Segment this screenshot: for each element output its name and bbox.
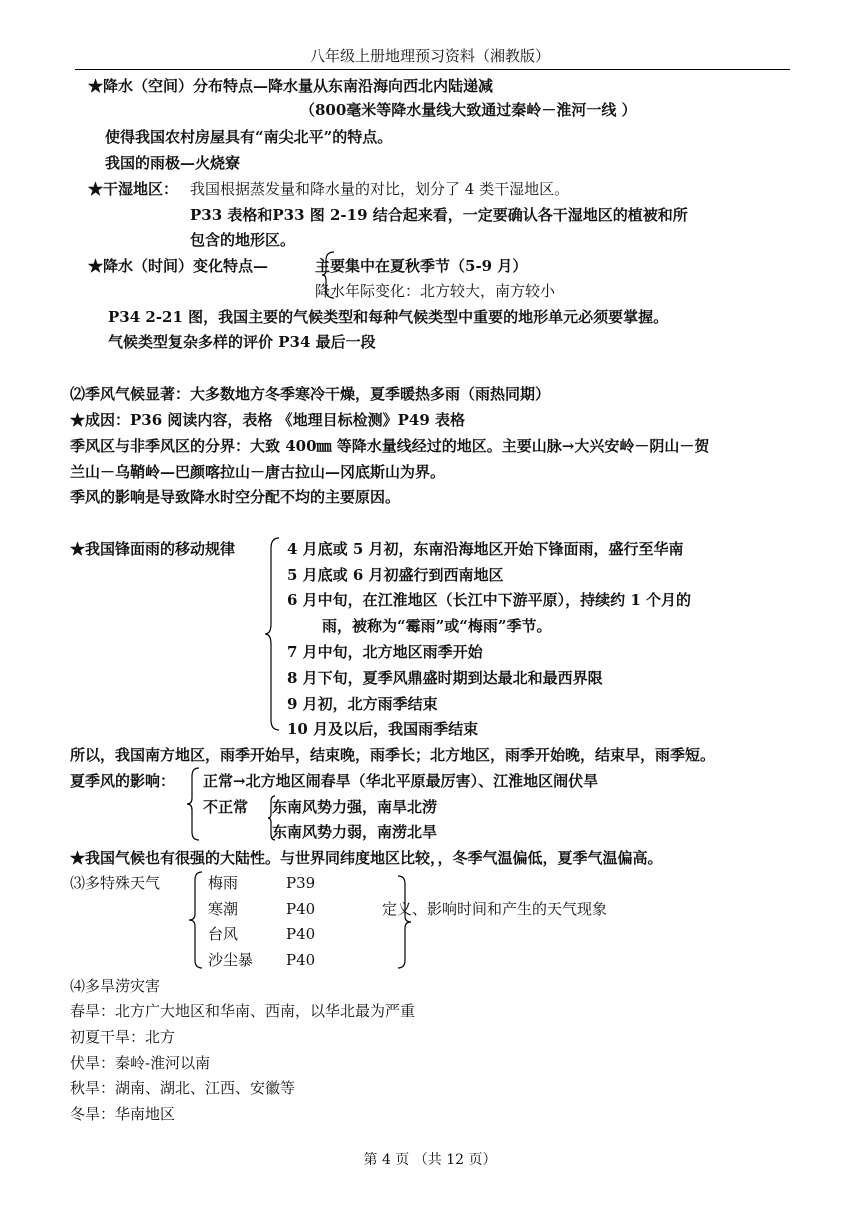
dry-wet-label: ★干湿地区： [88,180,179,198]
climate-eval-line: 气候类型复杂多样的评价 P34 最后一段 [108,333,376,351]
frontal-rain-item: 7 月中旬，北方地区雨季开始 [287,643,483,661]
house-roof-line: 使得我国农村房屋具有“南尖北平”的特点。 [105,128,393,146]
drought-item: 春旱：北方广大地区和华南、西南，以华北最为严重 [70,1002,416,1020]
drought-flood-heading: ⑷多旱涝灾害 [70,977,161,995]
monsoon-cause-line: ★成因：P36 阅读内容，表格 《地理目标检测》P49 表格 [70,411,465,429]
drought-item: 初夏干旱：北方 [70,1028,176,1046]
page-footer: 第 4 页 （共 12 页） [363,1152,497,1168]
weather-item-page: P39 [286,874,316,892]
dry-wet-ref-line: P33 表格和P33 图 2-19 结合起来看，一定要确认各干湿地区的植被和所 [190,206,688,224]
summer-monsoon-strong: 东南风势力强，南旱北涝 [272,798,438,816]
frontal-rain-item: 4 月底或 5 月初，东南沿海地区开始下锋面雨，盛行至华南 [287,540,684,558]
weather-right-brace-icon [396,874,412,970]
weather-item-name: 梅雨 [208,874,239,892]
rainy-season-summary: 所以，我国南方地区，雨季开始早，结束晚，雨季长；北方地区，雨季开始晚，结束早，雨季短。 [70,746,716,764]
climate-type-line: P34 2-21 图，我国主要的气候类型和每种气候类型中重要的地形单元必须要掌握。 [108,308,669,326]
special-weather-heading: ⑶多特殊天气 [70,874,161,892]
monsoon-boundary-line: 季风区与非季风区的分界：大致 400㎜ 等降水量线经过的地区。主要山脉→大兴安岭－阴山－贺 [70,437,710,455]
weather-item-page: P40 [286,925,316,943]
weather-item-name: 沙尘暴 [208,951,254,969]
page-header-title: 八年级上册地理预习资料（湘教版） [309,47,550,65]
weather-left-brace-icon [188,870,204,970]
precip-temporal-label: ★降水（时间）变化特点— [88,257,269,275]
precip-line-800mm: （800毫米等降水量线大致通过秦岭－淮河一线 ） [300,101,637,119]
dry-wet-text: 我国根据蒸发量和降水量的对比，划分了 4 类干湿地区。 [190,180,570,198]
weather-item-page: P40 [286,951,316,969]
frontal-rain-heading: ★我国锋面雨的移动规律 [70,540,236,558]
monsoon-effect-line: 季风的影响是导致降水时空分配不均的主要原因。 [70,488,401,506]
frontal-rain-item: 10 月及以后，我国雨季结束 [287,720,479,738]
drought-item: 冬旱：华南地区 [70,1105,176,1123]
summer-monsoon-brace-icon [187,766,201,842]
precip-season-text: 主要集中在夏秋季节（5-9 月） [315,257,528,275]
continental-climate-line: ★我国气候也有很强的大陆性。与世界同纬度地区比较，，冬季气温偏低，夏季气温偏高。 [70,849,663,867]
monsoon-heading: ⑵季风气候显著：大多数地方冬季寒冷干燥，夏季暖热多雨（雨热同期） [70,385,551,403]
weather-item-name: 寒潮 [208,900,239,918]
summer-monsoon-abnormal-label: 不正常 [203,798,249,816]
precip-interannual-text: 降水年际变化：北方较大，南方较小 [315,282,556,300]
header-rule [75,69,790,70]
summer-monsoon-weak: 东南风势力弱，南涝北旱 [272,823,438,841]
precip-spatial-line: ★降水（空间）分布特点—降水量从东南沿海向西北内陆递减 [88,77,494,95]
frontal-rain-brace-icon [263,536,281,732]
weather-description: 定义、影响时间和产生的天气现象 [382,900,608,918]
summer-monsoon-normal: 正常→北方地区闹春旱（华北平原最厉害）、江淮地区闹伏旱 [203,772,599,790]
frontal-rain-item: 8 月下旬，夏季风鼎盛时期到达最北和最西界限 [287,669,603,687]
frontal-rain-item: 5 月底或 6 月初盛行到西南地区 [287,566,504,584]
weather-item-page: P40 [286,900,316,918]
frontal-rain-item-cont: 雨，被称为“霉雨”或“梅雨”季节。 [322,617,552,635]
weather-item-name: 台风 [208,925,239,943]
precip-brace-icon [322,250,336,300]
abnormal-brace-icon [268,794,276,842]
summer-monsoon-label: 夏季风的影响： [70,772,176,790]
drought-item: 秋旱：湖南、湖北、江西、安徽等 [70,1079,296,1097]
drought-item: 伏旱：秦岭-淮河以南 [70,1054,211,1072]
rain-pole-line: 我国的雨极—火烧寮 [105,154,241,172]
frontal-rain-item: 6 月中旬，在江淮地区（长江中下游平原），持续约 1 个月的 [287,591,692,609]
dry-wet-ref-line-2: 包含的地形区。 [190,231,296,249]
monsoon-boundary-line-2: 兰山－乌鞘岭—巴颜喀拉山－唐古拉山—冈底斯山为界。 [70,463,446,481]
frontal-rain-item: 9 月初，北方雨季结束 [287,695,438,713]
